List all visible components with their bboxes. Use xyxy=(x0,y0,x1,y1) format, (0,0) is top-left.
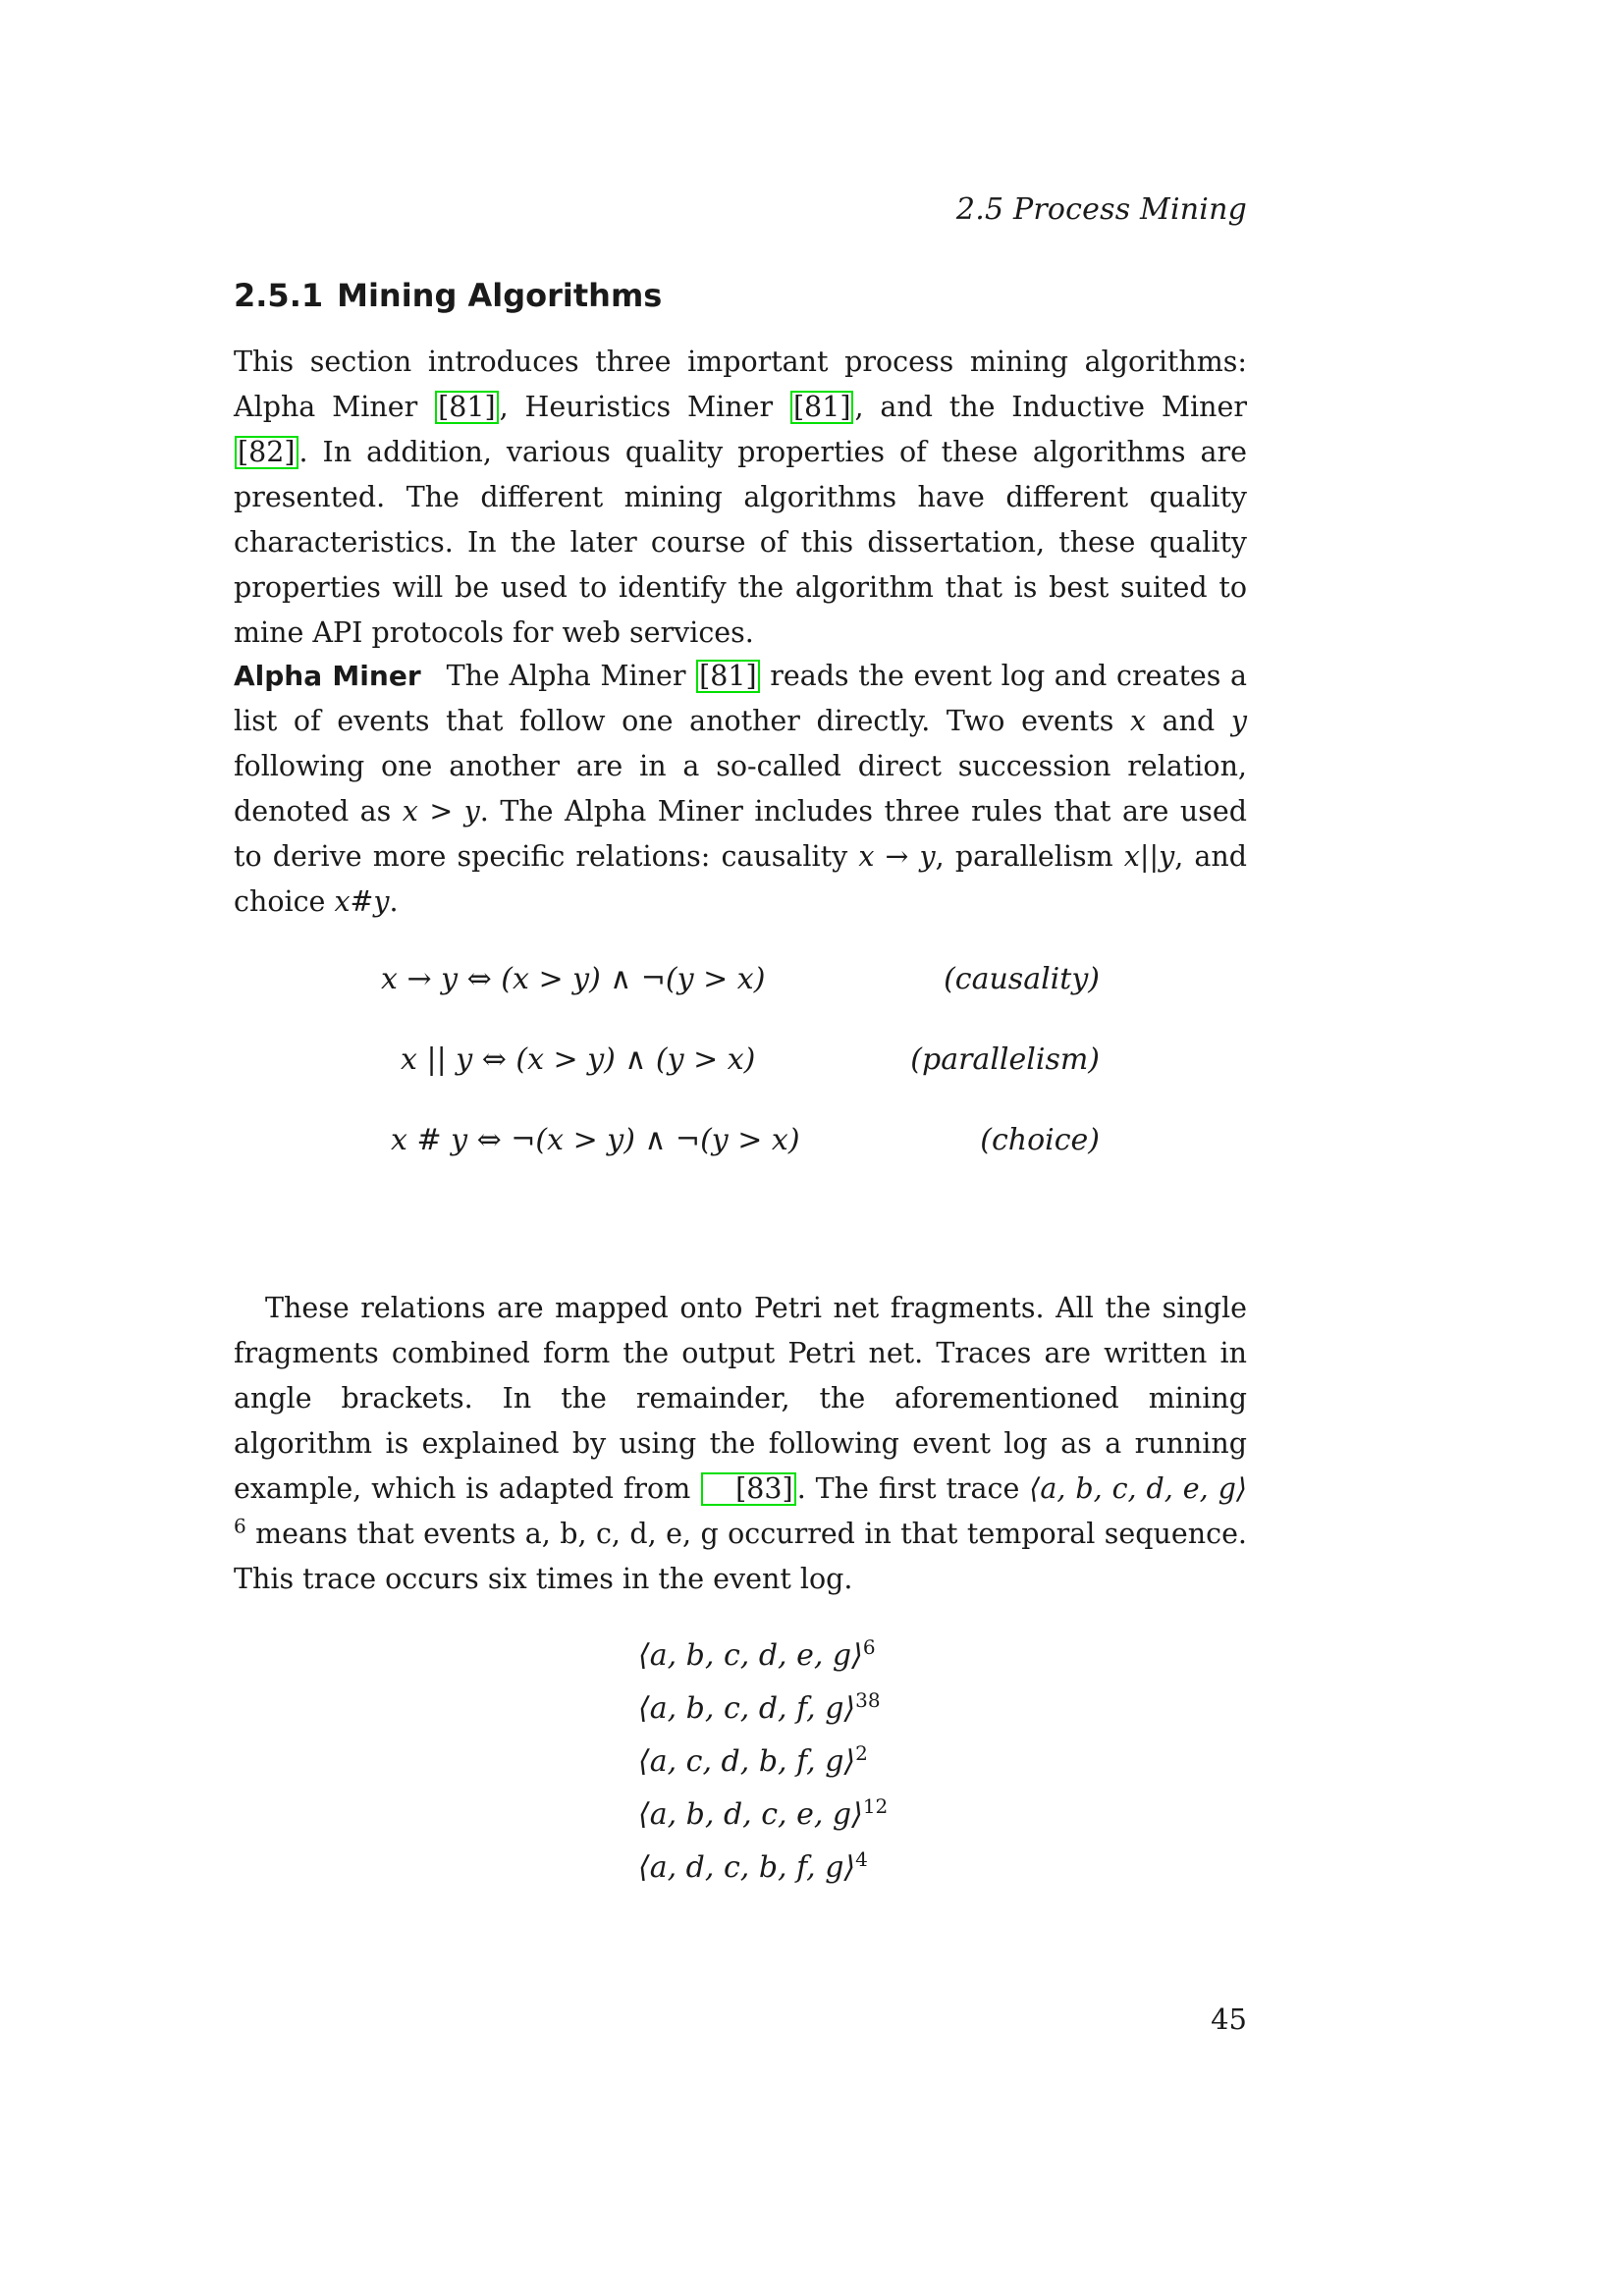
trace-count: 4 xyxy=(855,1847,868,1871)
text-run: . xyxy=(389,885,399,918)
citation-link[interactable]: [82] xyxy=(235,436,298,469)
math-var: y xyxy=(1230,705,1247,737)
trace-count: 2 xyxy=(855,1741,868,1765)
trace-count: 6 xyxy=(862,1635,876,1659)
trace-row xyxy=(638,1842,888,1895)
equation-parallelism xyxy=(234,1042,1247,1088)
trace-row xyxy=(638,1735,888,1789)
equation-label: (parallelism) xyxy=(910,1042,1100,1077)
text-run: These relations are mapped onto Petri net fragments. All the single fragments combined form the output Petri net. Traces are written in angle brackets. In the remainder, the aforementioned mining algorithm is explained by using the following event log as a running example, which is adapted from xyxy=(234,1292,1247,1505)
text-run: reads the event log and creates a list of events that follow one another directly. Two events xyxy=(234,660,1247,737)
citation-link[interactable]: [83] xyxy=(701,1472,796,1506)
text-run: . In addition, various quality properties of these algorithms are presented. The different mining algorithms have different quality characteristics. In the later course of this dissertation, these quality properties will be used to identify the algorithm that is best suited to mine API protocols for web services. xyxy=(234,436,1247,649)
trace-sequence: ⟨a, c, d, b, f, g⟩ xyxy=(638,1744,856,1779)
paragraph-runin-heading: Alpha Miner xyxy=(234,660,421,692)
text-run: The Alpha Miner xyxy=(446,660,696,692)
intro-paragraph xyxy=(234,340,1247,656)
section-number: 2.5.1 xyxy=(234,277,324,314)
text-run: , parallelism xyxy=(935,840,1124,873)
running-header: 2.5 Process Mining xyxy=(955,192,1247,227)
text-run: . The Alpha Miner includes three rules that are used to derive more specific relations: causality xyxy=(234,795,1247,873)
trace-sequence: ⟨a, d, c, b, f, g⟩ xyxy=(638,1850,856,1885)
page-number: 45 xyxy=(1211,2002,1247,2036)
text-run: and xyxy=(1146,705,1231,737)
math-inline: x > y xyxy=(402,795,480,828)
text-run: This section introduces three important process mining algorithms: Alpha Miner xyxy=(234,346,1247,423)
math-inline: x||y xyxy=(1123,840,1175,873)
equation-expression: x → y ⇔ (x > y) ∧ ¬(y > x) xyxy=(381,962,766,996)
equation-label: (choice) xyxy=(980,1123,1100,1157)
trace-row xyxy=(638,1682,888,1735)
equation-causality xyxy=(234,962,1247,1007)
event-log-paragraph xyxy=(234,1286,1247,1602)
math-inline: ⟨a, b, c, d, e, g⟩ xyxy=(1029,1472,1247,1505)
trace-sequence: ⟨a, b, c, d, f, g⟩ xyxy=(638,1691,856,1726)
text-run: . The first trace xyxy=(796,1472,1030,1505)
trace-row xyxy=(638,1789,888,1842)
text-run: , Heuristics Miner xyxy=(499,391,789,423)
equation-label: (causality) xyxy=(944,962,1100,996)
text-run: means that events a, b, c, d, e, g occurred in that temporal sequence. This trace occurs six times in the event log. xyxy=(234,1518,1247,1595)
section-title: Mining Algorithms xyxy=(337,277,663,314)
trace-sequence: ⟨a, b, d, c, e, g⟩ xyxy=(638,1797,863,1832)
trace-count: 12 xyxy=(862,1794,889,1818)
text-run: , and the Inductive Miner xyxy=(854,391,1247,423)
text-run: , and choice xyxy=(234,840,1247,918)
math-inline: x → y xyxy=(858,840,936,873)
trace-count: 38 xyxy=(855,1688,881,1712)
superscript: 6 xyxy=(234,1514,246,1538)
equation-expression: x || y ⇔ (x > y) ∧ (y > x) xyxy=(401,1042,756,1077)
trace-sequence: ⟨a, b, c, d, e, g⟩ xyxy=(638,1638,863,1673)
section-heading xyxy=(234,277,662,314)
alpha-miner-paragraph xyxy=(234,654,1247,925)
trace-row xyxy=(638,1629,888,1682)
event-log-traces xyxy=(638,1629,888,1895)
equation-choice xyxy=(234,1123,1247,1168)
citation-link[interactable]: [81] xyxy=(696,660,760,693)
math-var: x xyxy=(1129,705,1147,737)
equation-expression: x # y ⇔ ¬(x > y) ∧ ¬(y > x) xyxy=(391,1123,800,1157)
math-inline: x#y xyxy=(334,885,390,918)
text-run: following one another are in a so-called direct succession relation, denoted as xyxy=(234,750,1247,828)
citation-link[interactable]: [81] xyxy=(435,391,499,424)
citation-link[interactable]: [81] xyxy=(790,391,854,424)
